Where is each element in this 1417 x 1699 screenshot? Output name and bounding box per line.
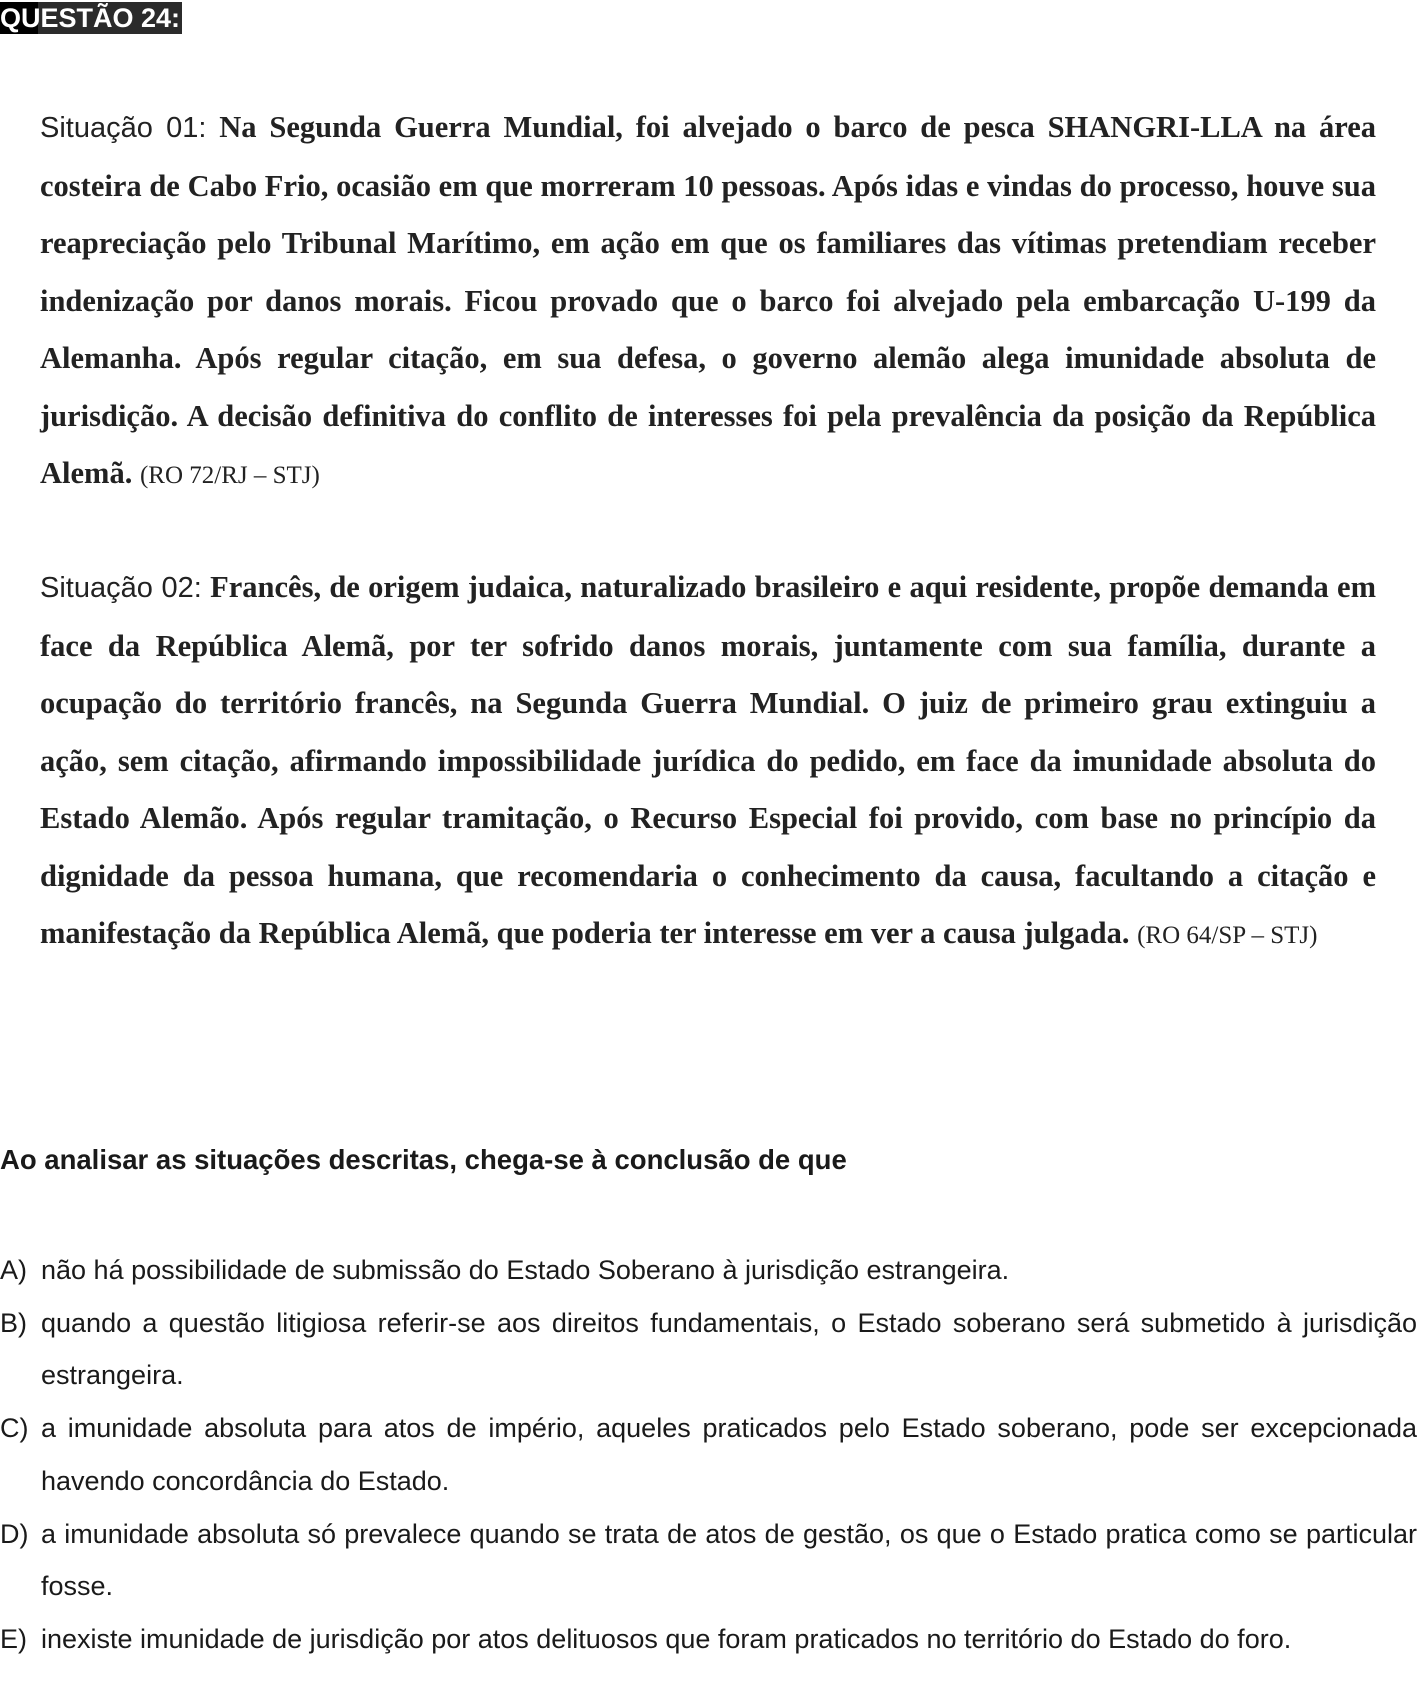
option-letter: C) bbox=[0, 1413, 29, 1444]
case-reference: (RO 64/SP – STJ) bbox=[1137, 922, 1318, 949]
option-b[interactable] bbox=[0, 1297, 1417, 1402]
option-text: inexiste imunidade de jurisdição por atos delituosos que foram praticados no território do Estado do foro. bbox=[41, 1623, 1292, 1654]
option-e[interactable] bbox=[0, 1613, 1417, 1666]
situation-02 bbox=[40, 559, 1376, 965]
option-letter: A) bbox=[0, 1255, 27, 1285]
option-letter: E) bbox=[0, 1623, 27, 1654]
option-letter: D) bbox=[0, 1518, 29, 1549]
situation-text: Na Segunda Guerra Mundial, foi alvejado o barco de pesca SHANGRI-LLA na área costeira de Cabo Frio, ocasião em que morreram 10 pessoas. Após idas e vindas do processo, houve sua reapreciação pelo Tribunal Marítimo, em ação em que os familiares das vítimas pretendiam receber indenização por danos morais. Ficou provado que o barco foi alvejado pela embarcação U-199 da Alemanha. Após regular citação, em sua defesa, o governo alemão alega imunidade absoluta de jurisdição. A decisão definitiva do conflito de interesses foi pela prevalência da posição da República Alemã. bbox=[40, 110, 1377, 490]
situation-label: Situação 02: bbox=[40, 572, 202, 604]
option-text: a imunidade absoluta só prevalece quando se trata de atos de gestão, os que o Estado pratica como se particular fosse. bbox=[41, 1518, 1417, 1602]
option-text: não há possibilidade de submissão do Estado Soberano à jurisdição estrangeira. bbox=[41, 1255, 1010, 1285]
option-text: quando a questão litigiosa referir-se aos direitos fundamentais, o Estado soberano será submetido à jurisdição estrangeira. bbox=[41, 1307, 1417, 1391]
situation-01 bbox=[40, 99, 1376, 505]
option-c[interactable] bbox=[0, 1402, 1417, 1507]
option-letter: B) bbox=[0, 1307, 27, 1338]
question-prompt: Ao analisar as situações descritas, chega-se à conclusão de que bbox=[0, 1144, 847, 1175]
option-text: a imunidade absoluta para atos de império, aqueles praticados pelo Estado soberano, pode ser excepcionada havendo concordância do Estado. bbox=[41, 1413, 1417, 1496]
situation-text: Francês, de origem judaica, naturalizado brasileiro e aqui residente, propõe demanda em face da República Alemã, por ter sofrido danos morais, juntamente com sua família, durante a ocupação do território francês, na Segunda Guerra Mundial. O juiz de primeiro grau extinguiu a ação, sem citação, afirmando impossibilidade jurídica do pedido, em face da imunidade absoluta do Estado Alemão. Após regular tramitação, o Recurso Especial foi provido, com base no princípio da dignidade da pessoa humana, que recomendaria o conhecimento da causa, facultando a citação e manifestação da República Alemã, que poderia ter interesse em ver a causa julgada. bbox=[40, 570, 1376, 950]
option-a[interactable] bbox=[0, 1244, 1417, 1297]
option-d[interactable] bbox=[0, 1508, 1417, 1613]
answer-options bbox=[0, 1244, 1417, 1666]
case-reference: (RO 72/RJ – STJ) bbox=[139, 462, 320, 489]
question-title: QUESTÃO 24: bbox=[0, 3, 181, 33]
situation-label: Situação 01: bbox=[40, 112, 207, 144]
